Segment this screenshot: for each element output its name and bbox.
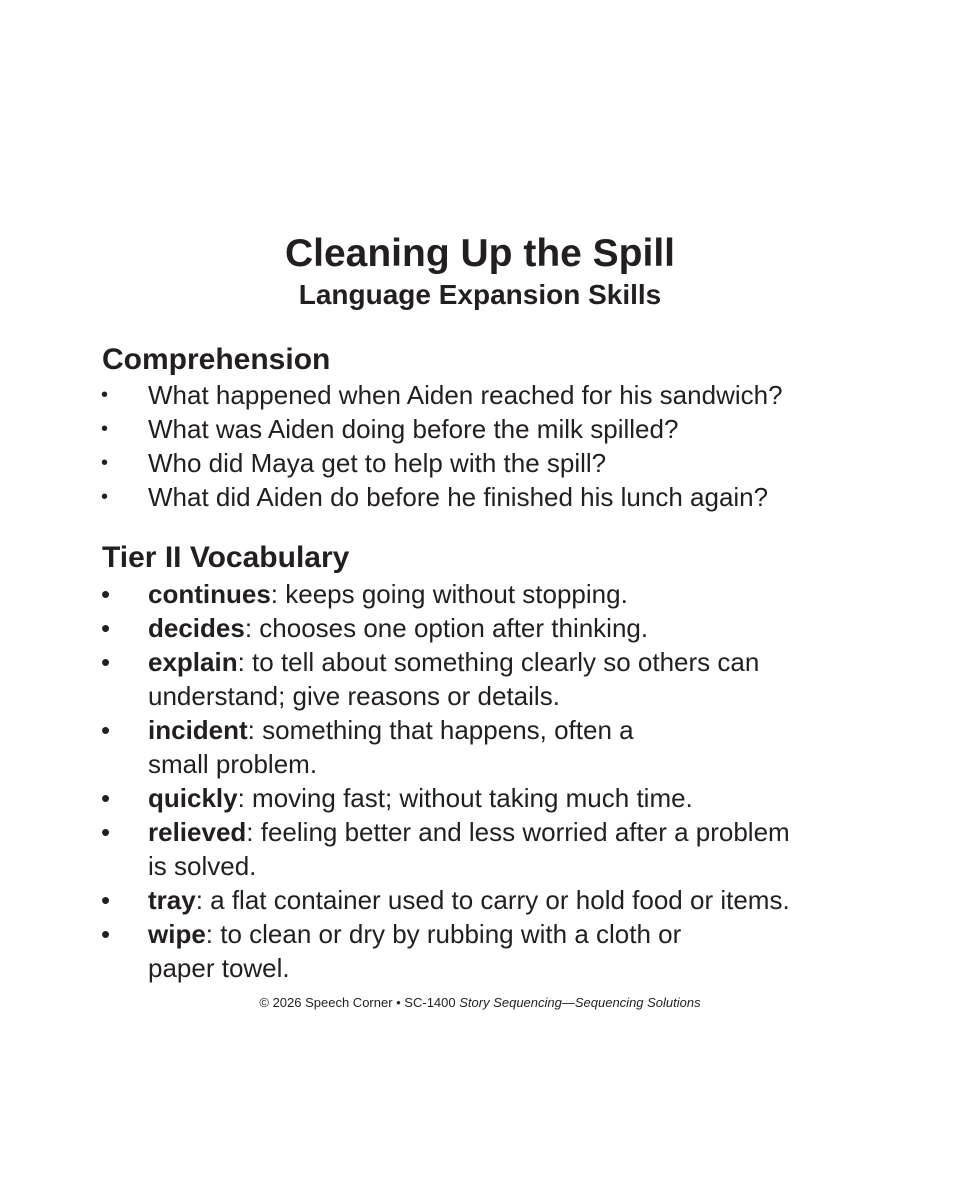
vocab-definition: : a flat container used to carry or hold food or items. [195, 885, 790, 915]
vocab-term: incident [148, 715, 248, 745]
vocab-definition-continued: paper towel. [148, 953, 290, 983]
vocab-term: decides [148, 613, 245, 643]
vocab-term: relieved [148, 817, 247, 847]
list-item [0, 412, 960, 446]
bullet-icon: • [101, 486, 109, 508]
footer-text: © 2026 Speech Corner • SC-1400 [259, 995, 460, 1010]
bullet-icon: • [101, 783, 111, 813]
copyright-footer [0, 994, 960, 1012]
vocab-item-incident [0, 713, 960, 781]
vocab-term: explain [148, 647, 238, 677]
bullet-icon: • [101, 715, 111, 745]
bullet-icon: • [101, 647, 111, 677]
vocab-definition: : to tell about something clearly so others can [237, 647, 760, 677]
footer-product-title: Story Sequencing—Sequencing Solutions [459, 995, 701, 1010]
vocab-definition: : something that happens, often a [247, 715, 634, 745]
comprehension-list [0, 378, 960, 514]
vocab-definition: : feeling better and less worried after a problem [246, 817, 790, 847]
page-title: Cleaning Up the Spill [284, 232, 676, 275]
vocabulary-list [0, 577, 960, 985]
vocab-item-explain [0, 645, 960, 713]
vocab-term: continues [148, 579, 271, 609]
vocab-item-wipe [0, 917, 960, 985]
comprehension-heading: Comprehension [102, 343, 331, 376]
bullet-icon: • [101, 817, 111, 847]
vocab-item-decides [0, 611, 960, 645]
vocab-definition: : keeps going without stopping. [270, 579, 628, 609]
list-item [0, 446, 960, 480]
bullet-icon: • [101, 579, 111, 609]
vocab-definition: : moving fast; without taking much time. [237, 783, 693, 813]
bullet-icon: • [101, 452, 109, 474]
vocab-definition-continued: is solved. [148, 851, 257, 881]
vocab-term: wipe [148, 919, 206, 949]
vocab-item-tray [0, 883, 960, 917]
list-item [0, 378, 960, 412]
vocab-item-quickly [0, 781, 960, 815]
vocab-definition: : chooses one option after thinking. [244, 613, 649, 643]
question-text: What happened when Aiden reached for his sandwich? [148, 380, 783, 410]
bullet-icon: • [101, 885, 111, 915]
vocab-item-relieved [0, 815, 960, 883]
bullet-icon: • [101, 613, 111, 643]
list-item [0, 480, 960, 514]
vocab-term: quickly [148, 783, 238, 813]
vocabulary-heading: Tier II Vocabulary [102, 541, 350, 574]
question-text: What was Aiden doing before the milk spilled? [148, 414, 679, 444]
bullet-icon: • [101, 384, 109, 406]
page-subtitle: Language Expansion Skills [298, 279, 662, 310]
vocab-definition-continued: understand; give reasons or details. [148, 681, 560, 711]
bullet-icon: • [101, 919, 111, 949]
vocab-definition: : to clean or dry by rubbing with a cloth or [205, 919, 682, 949]
vocab-item-continues [0, 577, 960, 611]
bullet-icon: • [101, 418, 109, 440]
vocab-definition-continued: small problem. [148, 749, 318, 779]
question-text: What did Aiden do before he finished his lunch again? [148, 482, 769, 512]
question-text: Who did Maya get to help with the spill? [148, 448, 607, 478]
vocab-term: tray [148, 885, 196, 915]
